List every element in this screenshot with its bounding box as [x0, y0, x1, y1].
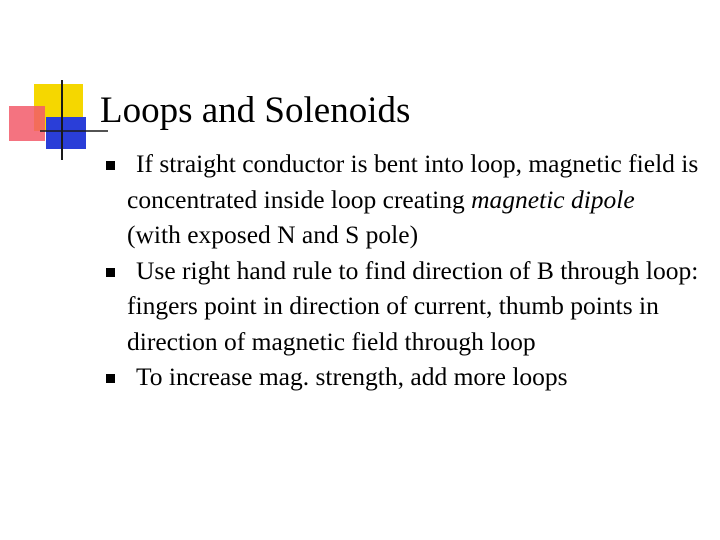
decoration-blue-square — [46, 117, 86, 149]
bullet-text-part: Use right hand rule to find direction of B through loop: fingers point in direction of current, thumb points in direction of magnetic field through loop — [127, 255, 705, 356]
bullet-text — [127, 359, 704, 395]
bullet-list — [104, 146, 704, 395]
slide-title: Loops and Solenoids — [100, 90, 411, 131]
bullet-text-part: To increase mag. strength, add more loops — [136, 362, 568, 391]
square-bullet-icon — [106, 374, 115, 383]
bullet-text — [127, 253, 704, 360]
decoration-red-square — [9, 106, 45, 141]
square-bullet-icon — [106, 161, 115, 170]
title-decoration — [0, 0, 110, 170]
bullet-text — [127, 146, 704, 253]
bullet-item-loop — [104, 146, 704, 253]
bullet-text-part: If straight conductor is bent into loop, magnetic field is concentrated inside loop creating — [127, 149, 705, 214]
square-bullet-icon — [106, 268, 115, 277]
bullet-item-right-hand-rule — [104, 253, 704, 360]
bullet-item-increase-strength — [104, 359, 704, 395]
bullet-text-part: (with exposed N and S pole) — [127, 184, 654, 249]
bullet-emphasis: magnetic dipole — [471, 184, 635, 214]
